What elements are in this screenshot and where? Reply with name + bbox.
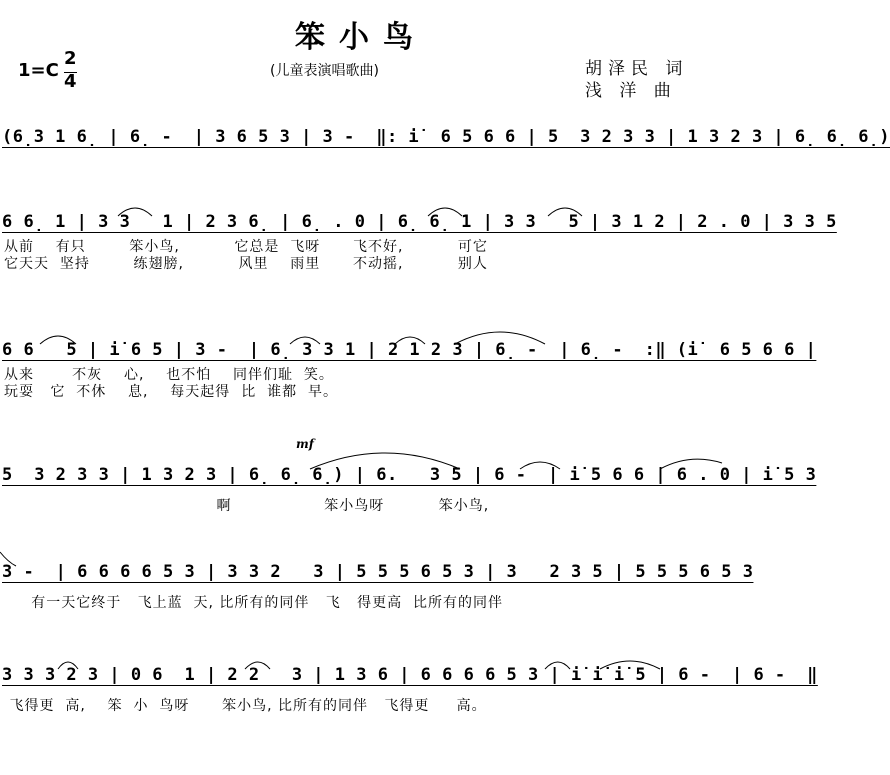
lyrics-verse-1: 从前 有只 笨小鸟, 它总是 飞呀 飞不好, 可它 [4, 239, 488, 255]
notation-line: (6̣3 1 6̣ | 6̣ - | 3 6 5 3 | 3 - ‖: i̇ 6 5 6 6 | 5 3 2 3 3 | 1 3 2 3 | 6̣ 6̣ 6̣) [2, 127, 890, 147]
notation-line: 3 3 3 2 3 | 0 6 1 | 2 2 3 | 1 3 6 | 6 6 6 6 5 3 | i̇ i̇ i̇ 5 | 6 - | 6 - ‖ [2, 665, 818, 685]
time-signature-bottom: 4 [64, 71, 77, 92]
lyrics-verse-1: 啊 笨小鸟呀 笨小鸟, [4, 498, 490, 514]
score-line-3 [0, 340, 817, 450]
lyrics-verse-1: 从来 不灰 心, 也不怕 同伴们耻 笑。 [4, 367, 334, 383]
notation-line: 6 6 5 | i̇ 6 5 | 3 - | 6̣ 3 3 1 | 2 1 2 3 | 6̣ - | 6̣ - :‖ (i̇ 6 5 6 6 | [2, 340, 817, 360]
lyricist-credit: 胡泽民 词 [585, 59, 689, 79]
score-line-6 [0, 665, 818, 775]
score-line-2 [0, 212, 837, 322]
notation-line: 6 6̣ 1 | 3 3 1 | 2 3 6̣ | 6̣ . 0 | 6̣ 6̣ 1 | 3 3 5 | 3 1 2 | 2 . 0 | 3 3 5 [2, 212, 837, 232]
composer-credit: 浅 洋 曲 [585, 81, 677, 101]
time-signature-top: 2 [64, 48, 77, 69]
lyrics-verse-2: 它天天 坚持 练翅膀, 风里 雨里 不动摇, 别人 [4, 256, 488, 272]
key-signature: 1=C [18, 60, 59, 81]
dynamic-marking: mf [296, 437, 314, 451]
song-subtitle: (儿童表演唱歌曲) [270, 63, 379, 79]
lyrics-verse-2: 玩耍 它 不休 息, 每天起得 比 谁都 早。 [4, 384, 339, 400]
notation-line: 3 - | 6 6 6 6 5 3 | 3 3 2 3 | 5 5 5 6 5 3 | 3 2 3 5 | 5 5 5 6 5 3 [2, 562, 754, 582]
lyrics-verse-1: 飞得更 高, 笨 小 鸟呀 笨小鸟, 比所有的同伴 飞得更 高。 [4, 698, 487, 714]
lyrics-verse-1: 有一天它终于 飞上蓝 天, 比所有的同伴 飞 得更高 比所有的同伴 [4, 595, 504, 611]
song-title: 笨小鸟 [295, 20, 427, 55]
notation-line: 5 3 2 3 3 | 1 3 2 3 | 6̣ 6̣ 6̣) | 6. 3 5 | 6 - | i̇ 5 6 6 | 6 . 0 | i̇ 5 3 [2, 465, 817, 485]
